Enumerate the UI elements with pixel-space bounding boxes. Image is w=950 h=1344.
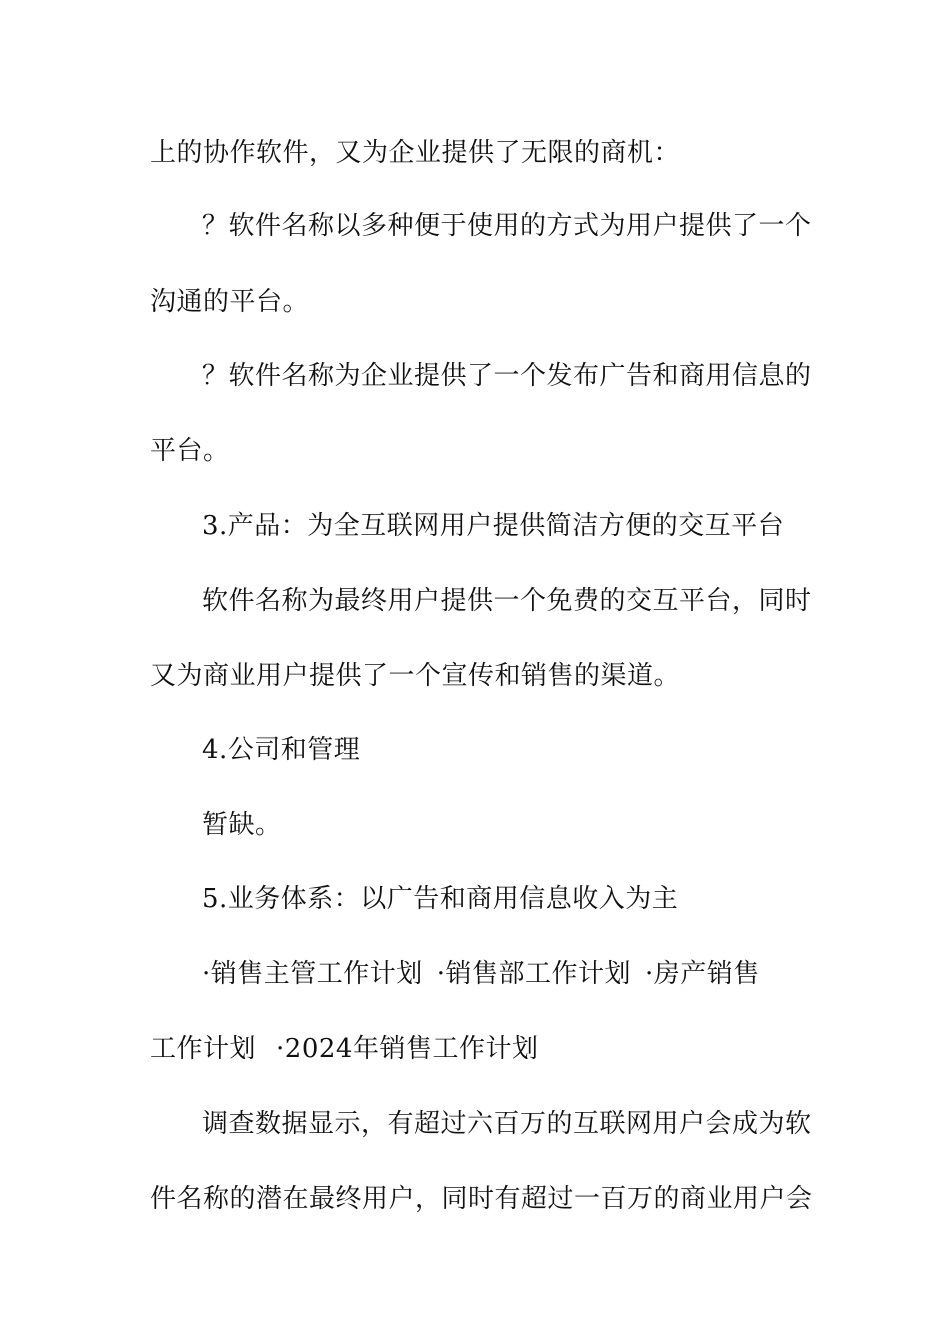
related-link-sales-dept-plan[interactable]: ·销售部工作计划 bbox=[436, 959, 632, 989]
paragraph-line: 又为商业用户提供了一个宣传和销售的渠道。 bbox=[150, 661, 681, 691]
related-link-real-estate-sales[interactable]: ·房产销售 bbox=[645, 959, 760, 989]
section-heading: 4.公司和管理 bbox=[202, 735, 361, 765]
paragraph-line: 软件名称为最终用户提供一个免费的交互平台，同时 bbox=[202, 586, 812, 616]
paragraph-line: 沟通的平台。 bbox=[150, 287, 310, 317]
related-link-sales-supervisor-plan[interactable]: ·销售主管工作计划 bbox=[202, 959, 423, 989]
related-links-line-continued bbox=[150, 1033, 538, 1065]
paragraph-line: ？软件名称为企业提供了一个发布广告和商用信息的 bbox=[202, 361, 812, 391]
paragraph-line: 调查数据显示，有超过六百万的互联网用户会成为软 bbox=[202, 1109, 812, 1139]
paragraph-line: 件名称的潜在最终用户，同时有超过一百万的商业用户会 bbox=[150, 1184, 813, 1214]
section-heading: 5.业务体系：以广告和商用信息收入为主 bbox=[202, 884, 679, 914]
paragraph-line: 上的协作软件，又为企业提供了无限的商机： bbox=[150, 138, 681, 168]
related-links-line bbox=[202, 958, 760, 990]
related-link-2024-sales-plan[interactable]: ·2024年销售工作计划 bbox=[276, 1034, 539, 1064]
paragraph-line: 平台。 bbox=[150, 436, 230, 466]
paragraph-line: ？软件名称以多种便于使用的方式为用户提供了一个 bbox=[202, 211, 812, 241]
section-heading: 3.产品：为全互联网用户提供简洁方便的交互平台 bbox=[202, 511, 785, 541]
paragraph-line: 暂缺。 bbox=[202, 810, 282, 840]
related-link-real-estate-sales-continued[interactable]: 工作计划 bbox=[150, 1034, 257, 1064]
